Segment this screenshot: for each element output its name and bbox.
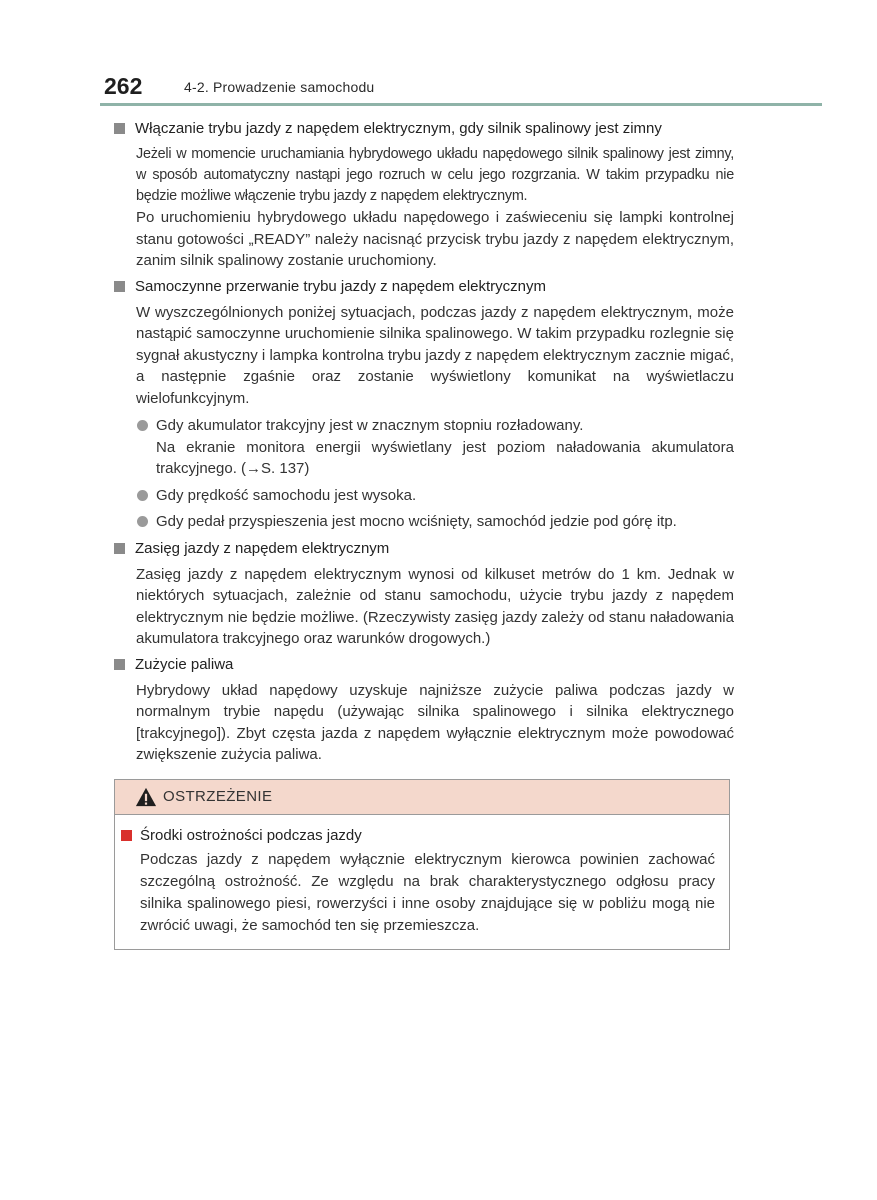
section-heading: Włączanie trybu jazdy z napędem elektrycznym, gdy silnik spalinowy jest zimny [114,118,734,140]
warning-header [115,780,729,815]
section-fuel-consumption [114,654,734,766]
warning-box [114,779,730,950]
square-bullet-icon [114,659,125,670]
paragraph: Jeżeli w momencie uruchamiania hybrydowego układu napędowego silnik spalinowy jest zimny, w sposób automatyczny nastąpi jego rozruch w celu jego rozgrzania. W takim przypadku nie będzie możliwe włączenie trybu jazdy z napędem elektrycznym. [136,146,734,204]
paragraph: Zasięg jazdy z napędem elektrycznym wynosi od kilkuset metrów do 1 km. Jednak w niektórych sytuacjach, zależnie od stanu samochodu, użycie trybu jazdy z napędem elektrycznym nie będzie możliwe. (Rzeczywisty zasięg jazdy zależy od stanu naładowania akumulatora trakcyjnego oraz warunków drogowych.) [136,565,734,647]
bullet-list [136,415,734,533]
paragraph: Po uruchomieniu hybrydowego układu napędowego i zaświeceniu się lampki kontrolnej stanu gotowości „READY” należy nacisnąć przycisk trybu jazdy z napędem elektrycznym, zanim silnik spalinowy zostanie uruchomiony. [136,209,734,269]
paragraph: W wyszczególnionych poniżej sytuacjach, podczas jazdy z napędem elektrycznym, może nastąpić samoczynne uruchomienie silnika spalinowego. W takim przypadku rozlegnie się sygnał akustyczny i lampka kontrolna trybu jazdy z napędem elektrycznym zacznie migać, a następnie zgaśnie oraz zostanie wyświetlony komunikat na wyświetlaczu wielofunkcyjnym. [136,303,734,407]
warning-heading: Środki ostrożności podczas jazdy [121,825,715,847]
page-number: 262 [104,73,143,99]
red-square-bullet-icon [121,830,132,841]
square-bullet-icon [114,281,125,292]
list-item: Gdy pedał przyspieszenia jest mocno wciśnięty, samochód jedzie pod górę itp. [136,511,734,533]
round-bullet-icon [137,490,148,501]
round-bullet-icon [137,420,148,431]
chapter-title: 4-2. Prowadzenie samochodu [184,79,375,95]
warning-triangle-icon [135,786,157,808]
list-item-note: Na ekranie monitora energii wyświetlany jest poziom naładowania akumulatora trakcyjnego. (→S. 137) [156,438,734,477]
list-item: Gdy akumulator trakcyjny jest w znacznym stopniu rozładowany. Na ekranie monitora energii wyświetlany jest poziom naładowania akumulatora trakcyjnego. (→S. 137) [136,415,734,480]
page-header [100,73,822,103]
square-bullet-icon [114,543,125,554]
square-bullet-icon [114,123,125,134]
warning-body [115,815,729,937]
warning-title: OSTRZEŻENIE [163,788,273,805]
paragraph: Hybrydowy układ napędowy uzyskuje najniższe zużycie paliwa podczas jazdy w normalnym trybie napędu (używając silnika spalinowego i silnika elektrycznego [trakcyjnego]). Zbyt częsta jazda z napędem wyłącznie elektrycznym może powodować zwiększenie zużycia paliwa. [136,681,734,763]
round-bullet-icon [137,516,148,527]
section-ev-range [114,538,734,650]
section-heading: Zużycie paliwa [114,654,734,676]
section-heading: Zasięg jazdy z napędem elektrycznym [114,538,734,560]
section-heading: Samoczynne przerwanie trybu jazdy z napędem elektrycznym [114,276,734,298]
section-ev-mode-auto-cancel [114,276,734,533]
list-item: Gdy prędkość samochodu jest wysoka. [136,485,734,507]
section-ev-mode-cold-engine [114,118,734,272]
main-content [114,118,734,770]
header-rule [100,103,822,106]
warning-text: Podczas jazdy z napędem wyłącznie elektrycznym kierowca powinien zachować szczególną ostrożność. Ze względu na brak charakterystycznego odgłosu pracy silnika spalinowego piesi, rowerzyści i inne osoby znajdujące się w pobliżu mogą nie zwrócić uwagi, że samochód ten się przemieszcza. [140,851,715,934]
